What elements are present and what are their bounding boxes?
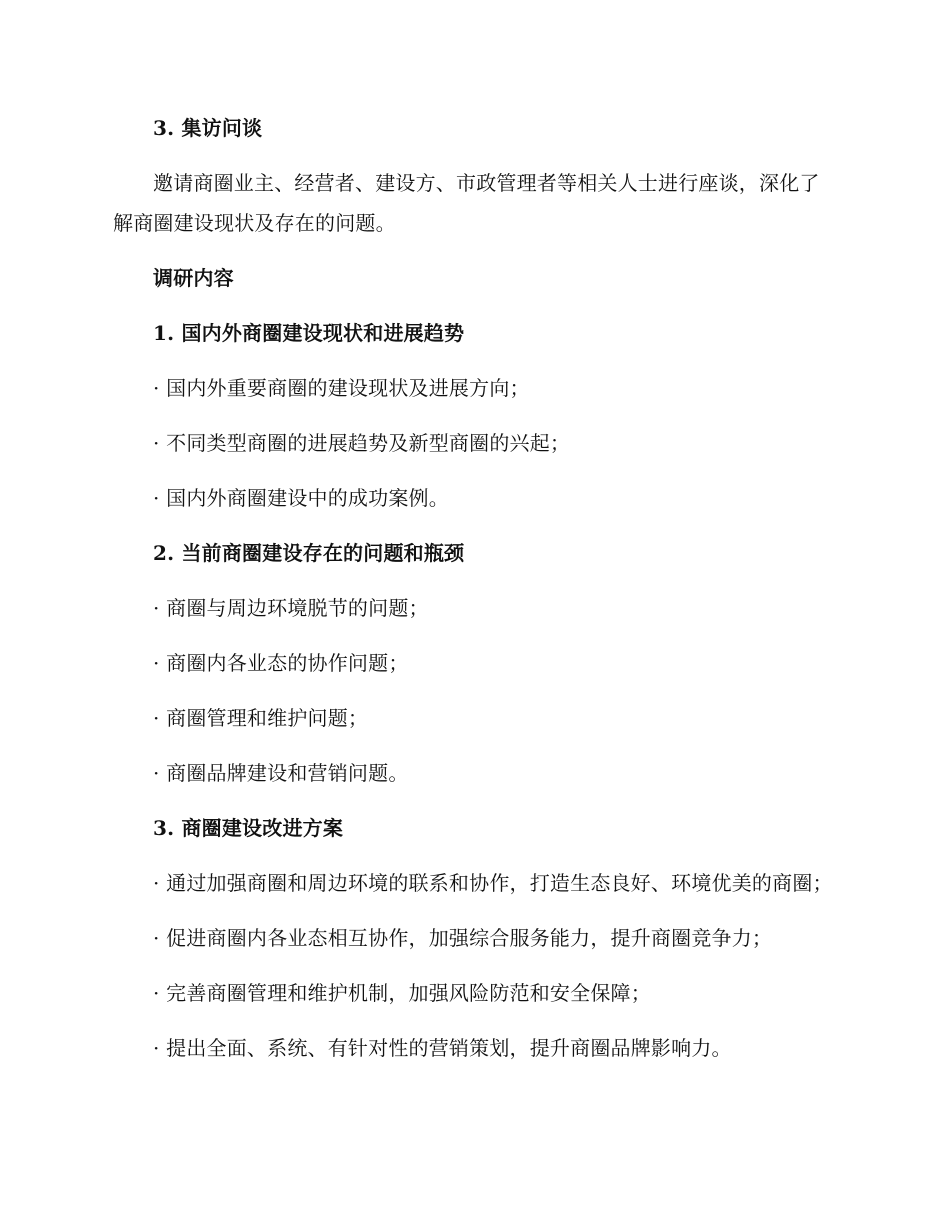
heading-research-content: 调研内容 xyxy=(153,266,234,290)
bullet-item: · 国内外商圈建设中的成功案例。 xyxy=(153,486,449,510)
bullet-item: · 促进商圈内各业态相互协作，加强综合服务能力，提升商圈竞争力； xyxy=(153,926,773,950)
bullet-item: · 商圈内各业态的协作问题； xyxy=(153,651,409,675)
bullet-item: · 通过加强商圈和周边环境的联系和协作，打造生态良好、环境优美的商圈； xyxy=(153,871,833,895)
bullet-item: · 完善商圈管理和维护机制，加强风险防范和安全保障； xyxy=(153,981,651,1005)
heading-section-1: 1. 国内外商圈建设现状和进展趋势 xyxy=(153,321,465,345)
heading-section-2: 2. 当前商圈建设存在的问题和瓶颈 xyxy=(153,541,465,565)
bullet-item: · 商圈与周边环境脱节的问题； xyxy=(153,596,429,620)
bullet-item: · 国内外重要商圈的建设现状及进展方向； xyxy=(153,376,530,400)
document-page xyxy=(113,108,833,1068)
heading-interview: 3. 集访问谈 xyxy=(153,116,263,140)
bullet-item: · 商圈管理和维护问题； xyxy=(153,706,369,730)
heading-section-3: 3. 商圈建设改进方案 xyxy=(153,816,344,840)
bullet-item: · 提出全面、系统、有针对性的营销策划，提升商圈品牌影响力。 xyxy=(153,1036,732,1060)
paragraph-interview: 邀请商圈业主、经营者、建设方、市政管理者等相关人士进行座谈，深化了解商圈建设现状及存在的问题。 xyxy=(113,171,820,235)
bullet-item: · 不同类型商圈的进展趋势及新型商圈的兴起； xyxy=(153,431,571,455)
bullet-item: · 商圈品牌建设和营销问题。 xyxy=(153,761,409,785)
